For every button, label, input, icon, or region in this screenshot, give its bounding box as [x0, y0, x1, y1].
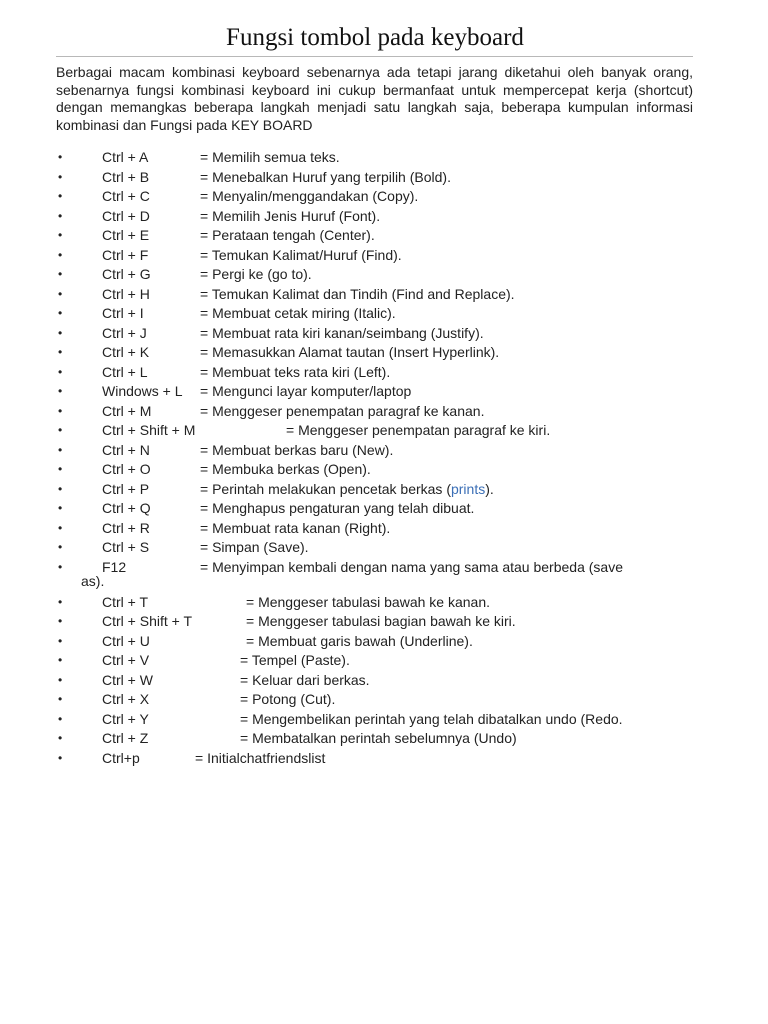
shortcut-description: = Memasukkan Alamat tautan (Insert Hyperlink).: [200, 344, 500, 360]
shortcut-description: = Simpan (Save).: [200, 539, 309, 555]
bullet-icon: •: [58, 614, 63, 628]
shortcut-description: = Mengembelikan perintah yang telah dibatalkan undo (Redo.: [240, 710, 623, 727]
list-item: [0, 593, 768, 613]
list-item: [0, 187, 768, 207]
bullet-icon: •: [58, 501, 63, 515]
bullet-icon: •: [58, 306, 63, 320]
shortcut-key: Ctrl + D: [102, 207, 150, 224]
bullet-icon: •: [58, 750, 63, 765]
list-item: [0, 148, 768, 168]
shortcut-key: Windows + L: [102, 383, 183, 399]
list-item: [0, 519, 768, 539]
list-item: [0, 421, 768, 441]
bullet-icon: •: [58, 731, 63, 745]
list-item: [0, 651, 768, 671]
shortcut-key: Ctrl + F: [102, 246, 149, 263]
shortcut-key: Ctrl + H: [102, 285, 150, 302]
bullet-icon: •: [58, 423, 63, 437]
shortcut-description: = Menggeser penempatan paragraf ke kanan.: [200, 402, 485, 419]
bullet-icon: •: [58, 520, 63, 535]
shortcut-description: = Perataan tengah (Center).: [200, 227, 375, 243]
bullet-icon: •: [58, 208, 63, 223]
shortcut-description: = Keluar dari berkas.: [240, 671, 370, 688]
title-divider: [56, 56, 693, 57]
intro-paragraph: Berbagai macam kombinasi keyboard sebenarnya ada tetapi jarang diketahui oleh banyak orang, sebenarnya fungsi kombinasi keyboard ini cukup bermanfaat untuk mempercepat kerja (shortcut) dengan memangkas beberapa langkah menjadi satu langkah saja, beberapa kumpulan informasi kombinasi dan Fungsi pada KEY BOARD: [56, 64, 693, 133]
list-item: [0, 363, 768, 383]
shortcut-description: = Temukan Kalimat dan Tindih (Find and Replace).: [200, 285, 515, 302]
description-text: = Perintah melakukan pencetak berkas (: [200, 480, 451, 497]
shortcut-description: [200, 480, 494, 500]
bullet-icon: •: [58, 559, 63, 574]
bullet-icon: •: [58, 594, 63, 609]
shortcut-description: = Menebalkan Huruf yang terpilih (Bold).: [200, 168, 451, 185]
shortcut-description-continued: as).: [81, 572, 105, 589]
bullet-icon: •: [58, 228, 63, 242]
bullet-icon: •: [58, 633, 63, 648]
bullet-icon: •: [58, 403, 63, 418]
list-item: [0, 226, 768, 246]
list-item: [0, 690, 768, 710]
shortcut-key: Ctrl + L: [102, 363, 148, 380]
list-item: [0, 460, 768, 480]
shortcut-key: Ctrl + R: [102, 519, 150, 536]
list-item: [0, 382, 768, 402]
bullet-icon: •: [58, 540, 63, 554]
list-item: [0, 612, 768, 632]
description-text-end: ).: [485, 480, 494, 497]
shortcut-key: Ctrl + W: [102, 671, 153, 688]
shortcut-key: Ctrl + Z: [102, 730, 149, 746]
shortcut-key: Ctrl + U: [102, 632, 150, 649]
shortcut-key: Ctrl + A: [102, 149, 149, 165]
bullet-icon: •: [58, 286, 63, 301]
shortcut-key: Ctrl + C: [102, 188, 150, 204]
shortcut-description: = Potong (Cut).: [240, 691, 336, 707]
list-item: [0, 285, 768, 305]
bullet-icon: •: [58, 692, 63, 706]
shortcut-key: Ctrl+p: [102, 749, 140, 766]
shortcut-key: Ctrl + O: [102, 461, 151, 477]
shortcut-key: Ctrl + Y: [102, 710, 149, 727]
list-item: [0, 558, 768, 593]
shortcut-description: = Tempel (Paste).: [240, 652, 350, 668]
bullet-icon: •: [58, 384, 63, 398]
shortcut-description: = Menggeser tabulasi bawah ke kanan.: [246, 593, 490, 610]
list-item: [0, 480, 768, 500]
list-item: [0, 304, 768, 324]
list-item: [0, 168, 768, 188]
shortcut-key: Ctrl + B: [102, 168, 150, 185]
shortcut-description: = Initialchatfriendslist: [195, 749, 326, 766]
shortcut-key: Ctrl + N: [102, 441, 150, 458]
bullet-icon: •: [58, 267, 63, 281]
shortcut-key: Ctrl + Shift + T: [102, 613, 192, 629]
bullet-icon: •: [58, 442, 63, 457]
shortcut-key: Ctrl + P: [102, 480, 150, 497]
shortcut-description: = Menyalin/menggandakan (Copy).: [200, 188, 419, 204]
shortcut-key: Ctrl + J: [102, 324, 147, 341]
shortcut-key: F12: [102, 558, 127, 575]
list-item: [0, 265, 768, 285]
list-item: [0, 749, 768, 769]
prints-link[interactable]: prints: [450, 480, 486, 497]
shortcut-description: = Membuat berkas baru (New).: [200, 441, 394, 458]
shortcut-description: = Temukan Kalimat/Huruf (Find).: [200, 246, 402, 263]
shortcut-description: = Membuat teks rata kiri (Left).: [200, 363, 391, 380]
list-item: [0, 441, 768, 461]
bullet-icon: •: [58, 169, 63, 184]
shortcut-description: = Menyimpan kembali dengan nama yang sama atau berbeda (save: [200, 558, 623, 575]
shortcut-description: = Menggeser penempatan paragraf ke kiri.: [286, 422, 551, 438]
shortcut-key: Ctrl + X: [102, 691, 150, 707]
shortcut-key: Ctrl + S: [102, 539, 150, 555]
list-item: [0, 402, 768, 422]
shortcut-key: Ctrl + T: [102, 593, 149, 610]
shortcut-description: = Membuka berkas (Open).: [200, 461, 371, 477]
shortcut-description: = Memilih Jenis Huruf (Font).: [200, 207, 381, 224]
bullet-icon: •: [58, 150, 63, 164]
list-item: [0, 632, 768, 652]
shortcut-key: Ctrl + E: [102, 227, 150, 243]
shortcut-key: Ctrl + V: [102, 652, 150, 668]
bullet-icon: •: [58, 462, 63, 476]
bullet-icon: •: [58, 189, 63, 203]
bullet-icon: •: [58, 247, 63, 262]
bullet-icon: •: [58, 364, 63, 379]
bullet-icon: •: [58, 711, 63, 726]
shortcut-description: = Menggeser tabulasi bagian bawah ke kiri.: [246, 613, 516, 629]
bullet-icon: •: [58, 672, 63, 687]
shortcut-description: = Membatalkan perintah sebelumnya (Undo): [240, 730, 517, 746]
list-item: [0, 246, 768, 266]
bullet-icon: •: [58, 345, 63, 359]
page-title: Fungsi tombol pada keyboard: [226, 24, 524, 51]
shortcut-description: = Membuat rata kiri kanan/seimbang (Justify).: [200, 324, 484, 341]
shortcut-description: = Membuat garis bawah (Underline).: [246, 632, 473, 649]
bullet-icon: •: [58, 481, 63, 496]
shortcut-key: Ctrl + I: [102, 305, 144, 321]
shortcut-description: = Memilih semua teks.: [200, 149, 340, 165]
shortcut-description: = Mengunci layar komputer/laptop: [200, 383, 412, 399]
shortcut-description: = Menghapus pengaturan yang telah dibuat.: [200, 500, 475, 516]
shortcut-description: = Membuat rata kanan (Right).: [200, 519, 391, 536]
list-item: [0, 207, 768, 227]
shortcut-list: [0, 148, 768, 768]
shortcut-key: Ctrl + Shift + M: [102, 422, 196, 438]
list-item: [0, 343, 768, 363]
list-item: [0, 671, 768, 691]
bullet-icon: •: [58, 325, 63, 340]
list-item: [0, 710, 768, 730]
shortcut-key: Ctrl + K: [102, 344, 150, 360]
shortcut-key: Ctrl + M: [102, 402, 152, 419]
shortcut-description: = Pergi ke (go to).: [200, 266, 312, 282]
shortcut-key: Ctrl + Q: [102, 500, 151, 516]
list-item: [0, 729, 768, 749]
bullet-icon: •: [58, 653, 63, 667]
list-item: [0, 538, 768, 558]
shortcut-key: Ctrl + G: [102, 266, 151, 282]
shortcut-description: = Membuat cetak miring (Italic).: [200, 305, 396, 321]
list-item: [0, 499, 768, 519]
list-item: [0, 324, 768, 344]
